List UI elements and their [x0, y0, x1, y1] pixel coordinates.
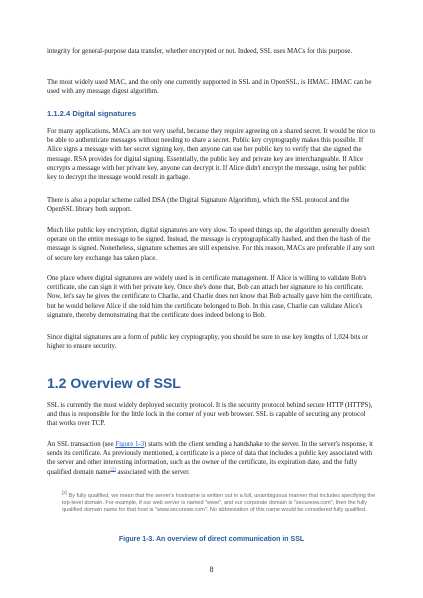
- footnote-2: [62, 490, 380, 515]
- transaction-text-start: An SSL transaction (see: [47, 441, 116, 448]
- transaction-text-end: associated with the server.: [115, 468, 190, 476]
- paragraph-mac: The most widely used MAC, and the only one currently supported in SSL and in OpenSSL, is HMAC. HMAC can be used with any message digest algorithm.: [47, 79, 372, 96]
- paragraph-signatures-intro: For many applications, MACs are not very useful, because they require agreeing on a shared secret. It would be nice to be able to authenticate messages without needing to share a secret. Public key cryptography makes this possible. If Alice signs a message with her secret signing key, then anyone can use her public key to verify that she signed the message. RSA provides for digital signing. Essentially, the public key and private key are interchangeable. If Alice encrypts a message with her private key, anyone can decrypt it. If Alice didn't encrypt the message, using her public key to decrypt the message would result in garbage.: [47, 128, 376, 182]
- paragraph-dsa: There is also a popular scheme called DSA (the Digital Signature Algorithm), which the SSL protocol and the OpenSSL library both support.: [47, 197, 350, 214]
- footnote-2-reference-link[interactable]: [2]: [110, 466, 116, 472]
- figure-caption: Figure 1-3. An overview of direct communication in SSL: [118, 536, 305, 543]
- page-number: 8: [209, 565, 214, 574]
- paragraph-integrity: integrity for general-purpose data transfer, whether encrypted or not. Indeed, SSL uses MACs for this purpose.: [47, 48, 353, 55]
- subheading-digital-signatures: 1.1.2.4 Digital signatures: [47, 109, 137, 118]
- paragraph-certificate: One place where digital signatures are widely used is in certificate management. If Alice is willing to validate Bob's certificate, she can sign it with her private key. Once she's done that, Bob can attach her signature to his certificate. Now, let's say he gives the certificate to Charlie, and Charlie does not know that Bob actually gave him the certificate, but he would believe Alice if she told him the certificate belonged to Bob. In this case, Charlie can validate Alice's signature, thereby demonstrating that the certificate does indeed belong to Bob.: [47, 275, 373, 319]
- footnote-text: By fully qualified, we mean that the server's hostname is written out in a full, unambiguous manner that includes specifying the top-level domain. For example, if our web server is named "www", and our corporate domain is "securesw.com", then the fully qualified domain name for that host is "www.securesw.com". No abbreviation of this name would be considered fully qualified.: [62, 493, 376, 514]
- footnote-marker: [2]: [62, 490, 68, 496]
- figure-1-3-link[interactable]: Figure 1-3: [115, 441, 145, 448]
- paragraph-transaction: [47, 440, 377, 477]
- transaction-text-middle: ) starts with the client sending a handshake to the server. In the server's response, it sends its certificate. As previously mentioned, a certificate is a piece of data that includes a public key associated with the server and other interesting information, such as the owner of the certificate, its expiration date, and the fully qualified domain name: [47, 441, 373, 476]
- paragraph-ssl-intro: SSL is currently the most widely deployed security protocol. It is the security protocol behind secure HTTP (HTTPS), and thus is responsible for the little lock in the corner of your web browser. SSL is capable of securing any protocol that works over TCP.: [47, 402, 373, 428]
- paragraph-slow: Much like public key encryption, digital signatures are very slow. To speed things up, the algorithm generally doesn't operate on the entire message to be signed. Instead, the message is cryptographically hashed, and then the hash of the message is signed. Nonetheless, signature schemes are still expensive. For this reason, MACs are preferable if any sort of secure key exchange has taken place.: [47, 227, 375, 262]
- paragraph-key-length: Since digital signatures are a form of public key cryptography, you should be sure to use key lengths of 1,024 bits or higher to ensure security.: [47, 334, 368, 351]
- section-heading-overview: 1.2 Overview of SSL: [47, 375, 181, 391]
